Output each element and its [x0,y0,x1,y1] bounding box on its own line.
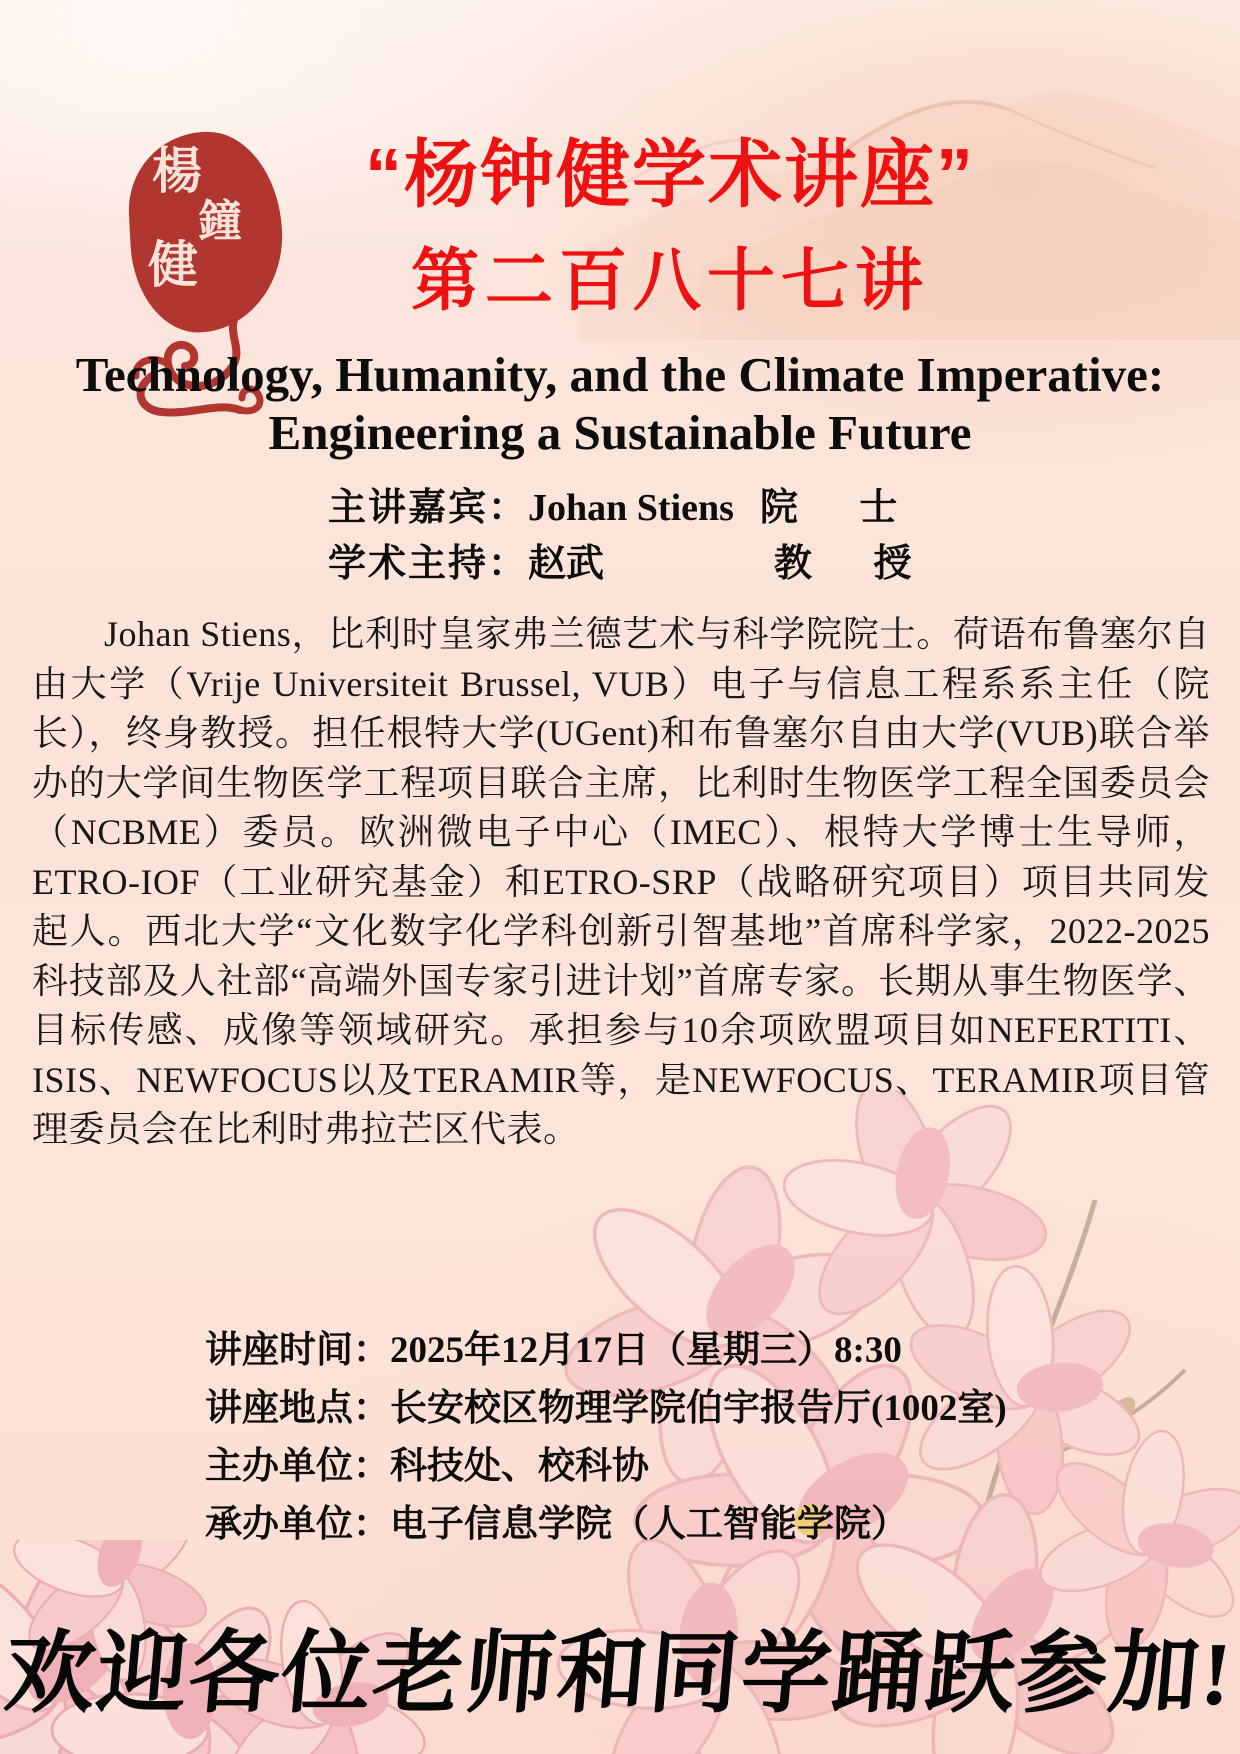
lecture-title-line2: Engineering a Sustainable Future [268,404,972,460]
detail-time-label: 讲座时间： [205,1330,390,1371]
detail-organizer-value: 科技处、校科协 [390,1446,649,1487]
detail-location-row [205,1380,1007,1438]
speaker-label: 主讲嘉宾： [328,487,529,529]
speaker-block [328,480,938,592]
speaker-suffix: 院 士 [759,487,924,529]
lecture-title-line1: Technology, Humanity, and the Climate Imperative: [75,347,1165,402]
host-name: 赵武 [528,543,605,585]
detail-location-value: 长安校区物理学院伯宇报告厅(1002室) [390,1388,1007,1429]
welcome-slogan: 欢迎各位老师和同学踊跃参加! [0,1625,1238,1724]
series-title-line1: “杨钟健学术讲座” [365,133,975,216]
detail-undertaker-value: 电子信息学院（人工智能学院） [390,1504,908,1545]
detail-undertaker-row [205,1496,1007,1554]
series-title-line2: 第二百八十七讲 [410,242,929,319]
detail-organizer-row [205,1438,1007,1496]
host-row [328,536,938,592]
speaker-name: Johan Stiens [528,487,734,529]
lecture-details [205,1322,1007,1554]
detail-organizer-label: 主办单位： [205,1446,390,1487]
speaker-biography: Johan Stiens，比利时皇家弗兰德艺术与科学院院士。荷语布鲁塞尔自由大学（Vrije Universiteit Brussel, VUB）电子与信息工程系系主任（院长），终身教授。担任根特大学(UGent)和布鲁塞尔自由大学(VUB)联合举办的大学间生物医学工程项目联合主席，比利时生物医学工程全国委员会（NCBME）委员。欧洲微电子中心（IMEC）、根特大学博士生导师，ETRO-IOF（工业研究基金）和ETRO-SRP（战略研究项目）项目共同发起人。西北大学“文化数字化学科创新引智基地”首席科学家，2022-2025科技部及人社部“高端外国专家引进计划”首席专家。长期从事生物医学、目标传感、成像等领域研究。承担参与10余项欧盟项目如NEFERTITI、ISIS、NEWFOCUS以及TERAMIR等，是NEWFOCUS、TERAMIR项目管理委员会在比利时弗拉芒区代表。 [32,614,1210,1149]
detail-time-value: 2025年12月17日（星期三）8:30 [390,1330,902,1371]
detail-location-label: 讲座地点： [205,1388,390,1429]
host-suffix: 教 授 [774,543,938,585]
host-label: 学术主持： [328,543,529,585]
detail-time-row [205,1322,1007,1380]
speaker-row [328,480,938,536]
series-title [300,128,1040,322]
seal-char-yang: 楊 [152,143,202,199]
detail-undertaker-label: 承办单位： [205,1504,390,1545]
seal-char-jian: 健 [148,237,198,293]
lecture-title-english [0,346,1240,462]
seal-char-zhong: 鐘 [198,197,242,246]
